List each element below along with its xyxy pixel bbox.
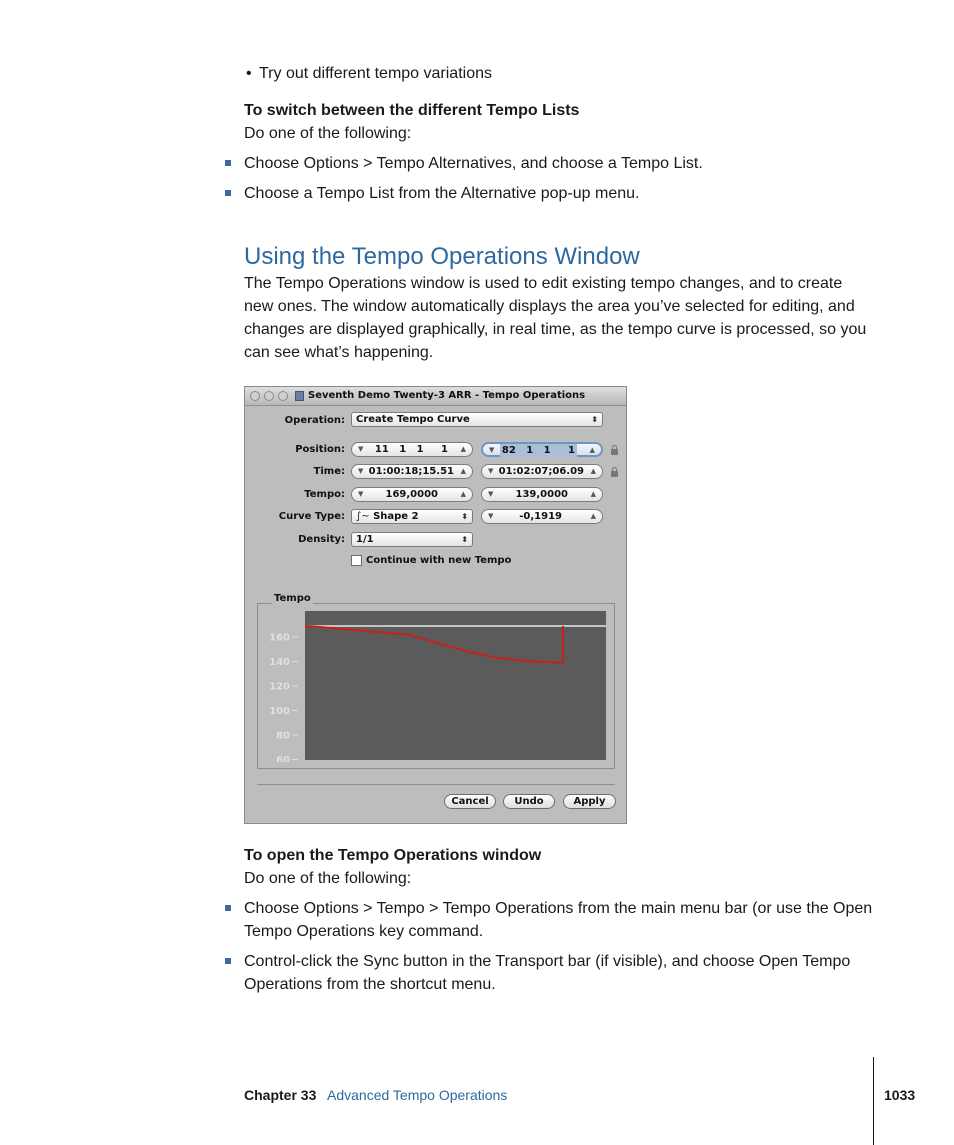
curve-value-field[interactable] <box>481 509 603 524</box>
tempo-label: Tempo: <box>304 489 345 500</box>
time-end-field[interactable] <box>481 464 603 479</box>
footer-divider <box>873 1057 874 1145</box>
close-icon[interactable] <box>250 391 260 401</box>
curve-type-label: Curve Type: <box>278 511 345 522</box>
updown-arrows-icon: ⬍ <box>461 512 468 521</box>
checkbox-label: Continue with new Tempo <box>366 555 512 566</box>
y-tick-label: 100 <box>269 706 290 717</box>
decrement-arrow-icon[interactable]: ▼ <box>488 512 494 520</box>
decrement-arrow-icon[interactable]: ▼ <box>489 446 495 454</box>
curve-type-value: Shape 2 <box>373 511 419 522</box>
apply-button[interactable]: Apply <box>563 794 616 809</box>
y-tick-label: 80 <box>276 730 290 742</box>
section2-intro: Do one of the following: <box>244 870 412 887</box>
decrement-arrow-icon[interactable]: ▼ <box>358 490 364 498</box>
section2-item2-line: Operations from the shortcut menu. <box>244 976 496 993</box>
y-tick-label: 60 <box>276 755 290 762</box>
lock-icon[interactable] <box>611 449 618 455</box>
bullet-dot: • <box>246 65 252 82</box>
paragraph-line: changes are displayed graphically, in real time, as the tempo curve is processed, so you <box>244 321 867 338</box>
paragraph-line: can see what’s happening. <box>244 344 434 361</box>
paragraph-line: The Tempo Operations window is used to edit existing tempo changes, and to create <box>244 275 843 292</box>
operation-popup[interactable] <box>351 412 603 427</box>
lock-icon[interactable] <box>611 471 618 477</box>
page-number: 1033 <box>884 1087 916 1103</box>
time-label: Time: <box>313 466 345 477</box>
zoom-icon[interactable] <box>278 391 288 401</box>
y-tick-label: 160 <box>269 632 290 644</box>
minimize-icon[interactable] <box>264 391 274 401</box>
y-tick-label: 140 <box>269 657 290 668</box>
divider <box>257 784 615 785</box>
increment-arrow-icon[interactable]: ▲ <box>590 490 596 498</box>
increment-arrow-icon[interactable]: ▲ <box>589 446 595 454</box>
decrement-arrow-icon[interactable]: ▼ <box>488 467 494 475</box>
section1-heading: To switch between the different Tempo Lists <box>244 102 580 119</box>
section2-heading: To open the Tempo Operations window <box>244 847 542 864</box>
square-bullet-icon <box>225 905 231 911</box>
position-end-field[interactable] <box>481 442 603 457</box>
curve-type-popup[interactable] <box>351 509 473 524</box>
operation-label: Operation: <box>284 415 345 426</box>
tempo-operations-window <box>244 386 627 824</box>
footer-chapter-title: Advanced Tempo Operations <box>327 1087 508 1103</box>
time-start-value: 01:00:18;15.51 <box>368 466 454 477</box>
section2-item1-line: Tempo Operations key command. <box>244 923 484 940</box>
increment-arrow-icon[interactable]: ▲ <box>460 467 466 475</box>
square-bullet-icon <box>225 160 231 166</box>
position-end-value: 82 1 1 1 <box>501 445 575 456</box>
tempo-start-field[interactable] <box>351 487 473 502</box>
increment-arrow-icon[interactable]: ▲ <box>460 445 466 453</box>
tempo-graph <box>263 609 608 762</box>
section2-item1-line: Choose Options > Tempo > Tempo Operations from the main menu bar (or use the Open <box>244 900 873 917</box>
decrement-arrow-icon[interactable]: ▼ <box>488 490 494 498</box>
y-tick-label: 120 <box>269 681 290 693</box>
section1-item: Choose a Tempo List from the Alternative pop-up menu. <box>244 185 640 202</box>
footer-chapter: Chapter 33 <box>244 1087 317 1103</box>
position-start-field[interactable] <box>351 442 473 457</box>
density-popup[interactable] <box>351 532 473 547</box>
window-titlebar <box>245 387 626 406</box>
increment-arrow-icon[interactable]: ▲ <box>460 490 466 498</box>
graph-label: Tempo <box>274 593 311 604</box>
tempo-start-value: 169,0000 <box>385 489 438 500</box>
operation-value: Create Tempo Curve <box>356 414 470 425</box>
position-label: Position: <box>295 444 345 455</box>
time-start-field[interactable] <box>351 464 473 479</box>
document-icon <box>295 391 304 401</box>
cancel-button[interactable]: Cancel <box>444 794 496 809</box>
time-end-value: 01:02:07;06.09 <box>498 466 584 477</box>
main-heading: Using the Tempo Operations Window <box>244 243 640 270</box>
section1-item: Choose Options > Tempo Alternatives, and choose a Tempo List. <box>244 155 703 172</box>
updown-arrows-icon: ⬍ <box>461 535 468 544</box>
increment-arrow-icon[interactable]: ▲ <box>590 512 596 520</box>
tempo-end-value: 139,0000 <box>515 489 568 500</box>
top-bullet-text: Try out different tempo variations <box>259 65 492 82</box>
curve-shape-icon: ∫~ <box>356 511 370 522</box>
section2-item2-line: Control-click the Sync button in the Transport bar (if visible), and choose Open Tempo <box>244 953 851 970</box>
plot-area <box>305 611 606 760</box>
increment-arrow-icon[interactable]: ▲ <box>590 467 596 475</box>
square-bullet-icon <box>225 190 231 196</box>
continue-checkbox[interactable] <box>351 555 362 566</box>
density-label: Density: <box>298 534 345 545</box>
undo-button[interactable]: Undo <box>503 794 555 809</box>
decrement-arrow-icon[interactable]: ▼ <box>358 467 364 475</box>
curve-value: -0,1919 <box>519 511 562 522</box>
square-bullet-icon <box>225 958 231 964</box>
position-start-value: 11 1 1 1 <box>374 444 448 455</box>
tempo-end-field[interactable] <box>481 487 603 502</box>
window-title: Seventh Demo Twenty-3 ARR - Tempo Operations <box>308 390 586 401</box>
section1-intro: Do one of the following: <box>244 125 412 142</box>
paragraph-line: new ones. The window automatically displays the area you’ve selected for editing, and <box>244 298 855 315</box>
density-value: 1/1 <box>356 534 374 545</box>
updown-arrows-icon: ⬍ <box>591 415 598 424</box>
decrement-arrow-icon[interactable]: ▼ <box>358 445 364 453</box>
